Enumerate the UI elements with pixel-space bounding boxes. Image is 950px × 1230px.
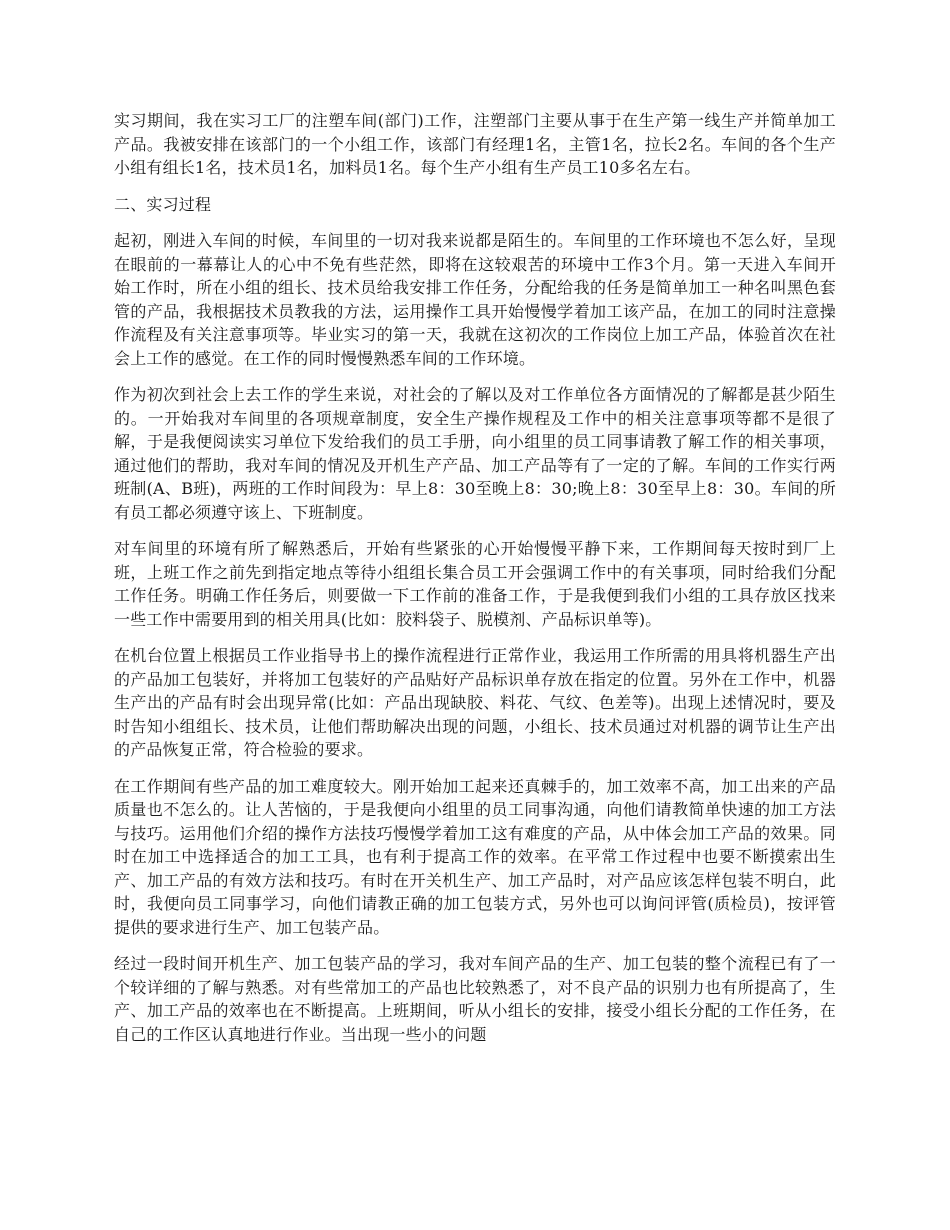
section-heading: 二、实习过程 (114, 194, 212, 214)
document-page (114, 109, 836, 1059)
paragraph-progress: 经过一段时间开机生产、加工包装产品的学习，我对车间产品的生产、加工包装的整个流程已有了一个较详细的了解与熟悉。对有些常加工的产品也比较熟悉了，对不良产品的识别力也有所提高了，生产、加工产品的效率也在不断提高。上班期间，听从小组长的安排，接受小组长分配的工作任务，在自己的工作区认真地进行作业。当出现一些小的问题 (114, 954, 836, 1044)
paragraph-first-day: 起初，刚进入车间的时候，车间里的一切对我来说都是陌生的。车间里的工作环境也不怎么好，呈现在眼前的一幕幕让人的心中不免有些茫然，即将在这较艰苦的环境中工作3个月。第一天进入车间开始工作时，所在小组的组长、技术员给我安排工作任务，分配给我的任务是简单加工一种名叫黑色套管的产品，我根据技术员教我的方法，运用操作工具开始慢慢学着加工该产品，在加工的同时注意操作流程及有关注意事项等。毕业实习的第一天，我就在这初次的工作岗位上加工产品，体验首次在社会上工作的感觉。在工作的同时慢慢熟悉车间的工作环境。 (114, 231, 836, 368)
paragraph-intro: 实习期间，我在实习工厂的注塑车间(部门)工作，注塑部门主要从事于在生产第一线生产并简单加工产品。我被安排在该部门的一个小组工作，该部门有经理1名，主管1名，拉长2名。车间的各个生产小组有组长1名，技术员1名，加料员1名。每个生产小组有生产员工10多名左右。 (114, 111, 836, 177)
paragraph-daily-routine: 对车间里的环境有所了解熟悉后，开始有些紧张的心开始慢慢平静下来，工作期间每天按时到厂上班，上班工作之前先到指定地点等待小组组长集合员工开会强调工作中的有关事项，同时给我们分配工作任务。明确工作任务后，则要做一下工作前的准备工作，于是我便到我们小组的工具存放区找来一些工作中需要用到的相关用具(比如：胶料袋子、脱模剂、产品标识单等)。 (114, 539, 836, 629)
paragraph-learning-rules: 作为初次到社会上去工作的学生来说，对社会的了解以及对工作单位各方面情况的了解都是甚少陌生的。一开始我对车间里的各项规章制度，安全生产操作规程及工作中的相关注意事项等都不是很了解，于是我便阅读实习单位下发给我们的员工手册，向小组里的员工同事请教了解工作的相关事项，通过他们的帮助，我对车间的情况及开机生产产品、加工产品等有了一定的了解。车间的工作实行两班制(A、B班)，两班的工作时间段为：早上8：30至晚上8：30;晚上8：30至早上8：30。车间的所有员工都必须遵守该上、下班制度。 (114, 385, 836, 522)
paragraph-difficulties: 在工作期间有些产品的加工难度较大。刚开始加工起来还真棘手的，加工效率不高，加工出来的产品质量也不怎么的。让人苦恼的，于是我便向小组里的员工同事沟通，向他们请教简单快速的加工方法与技巧。运用他们介绍的操作方法技巧慢慢学着加工这有难度的产品，从中体会加工产品的效果。同时在加工中选择适合的加工工具，也有利于提高工作的效率。在平常工作过程中也要不断摸索出生产、加工产品的有效方法和技巧。有时在开关机生产、加工产品时，对产品应该怎样包装不明白，此时，我便向员工同事学习，向他们请教正确的加工包装方式，另外也可以询问评管(质检员)，按评管提供的要求进行生产、加工包装产品。 (114, 776, 836, 937)
paragraph-operation: 在机台位置上根据员工作业指导书上的操作流程进行正常作业，我运用工作所需的用具将机器生产出的产品加工包装好，并将加工包装好的产品贴好产品标识单存放在指定的位置。另外在工作中，机器生产出的产品有时会出现异常(比如：产品出现缺胶、料花、气纹、色差等)。出现上述情况时，要及时告知小组组长、技术员，让他们帮助解决出现的问题，小组长、技术员通过对机器的调节让生产出的产品恢复正常，符合检验的要求。 (114, 646, 836, 759)
